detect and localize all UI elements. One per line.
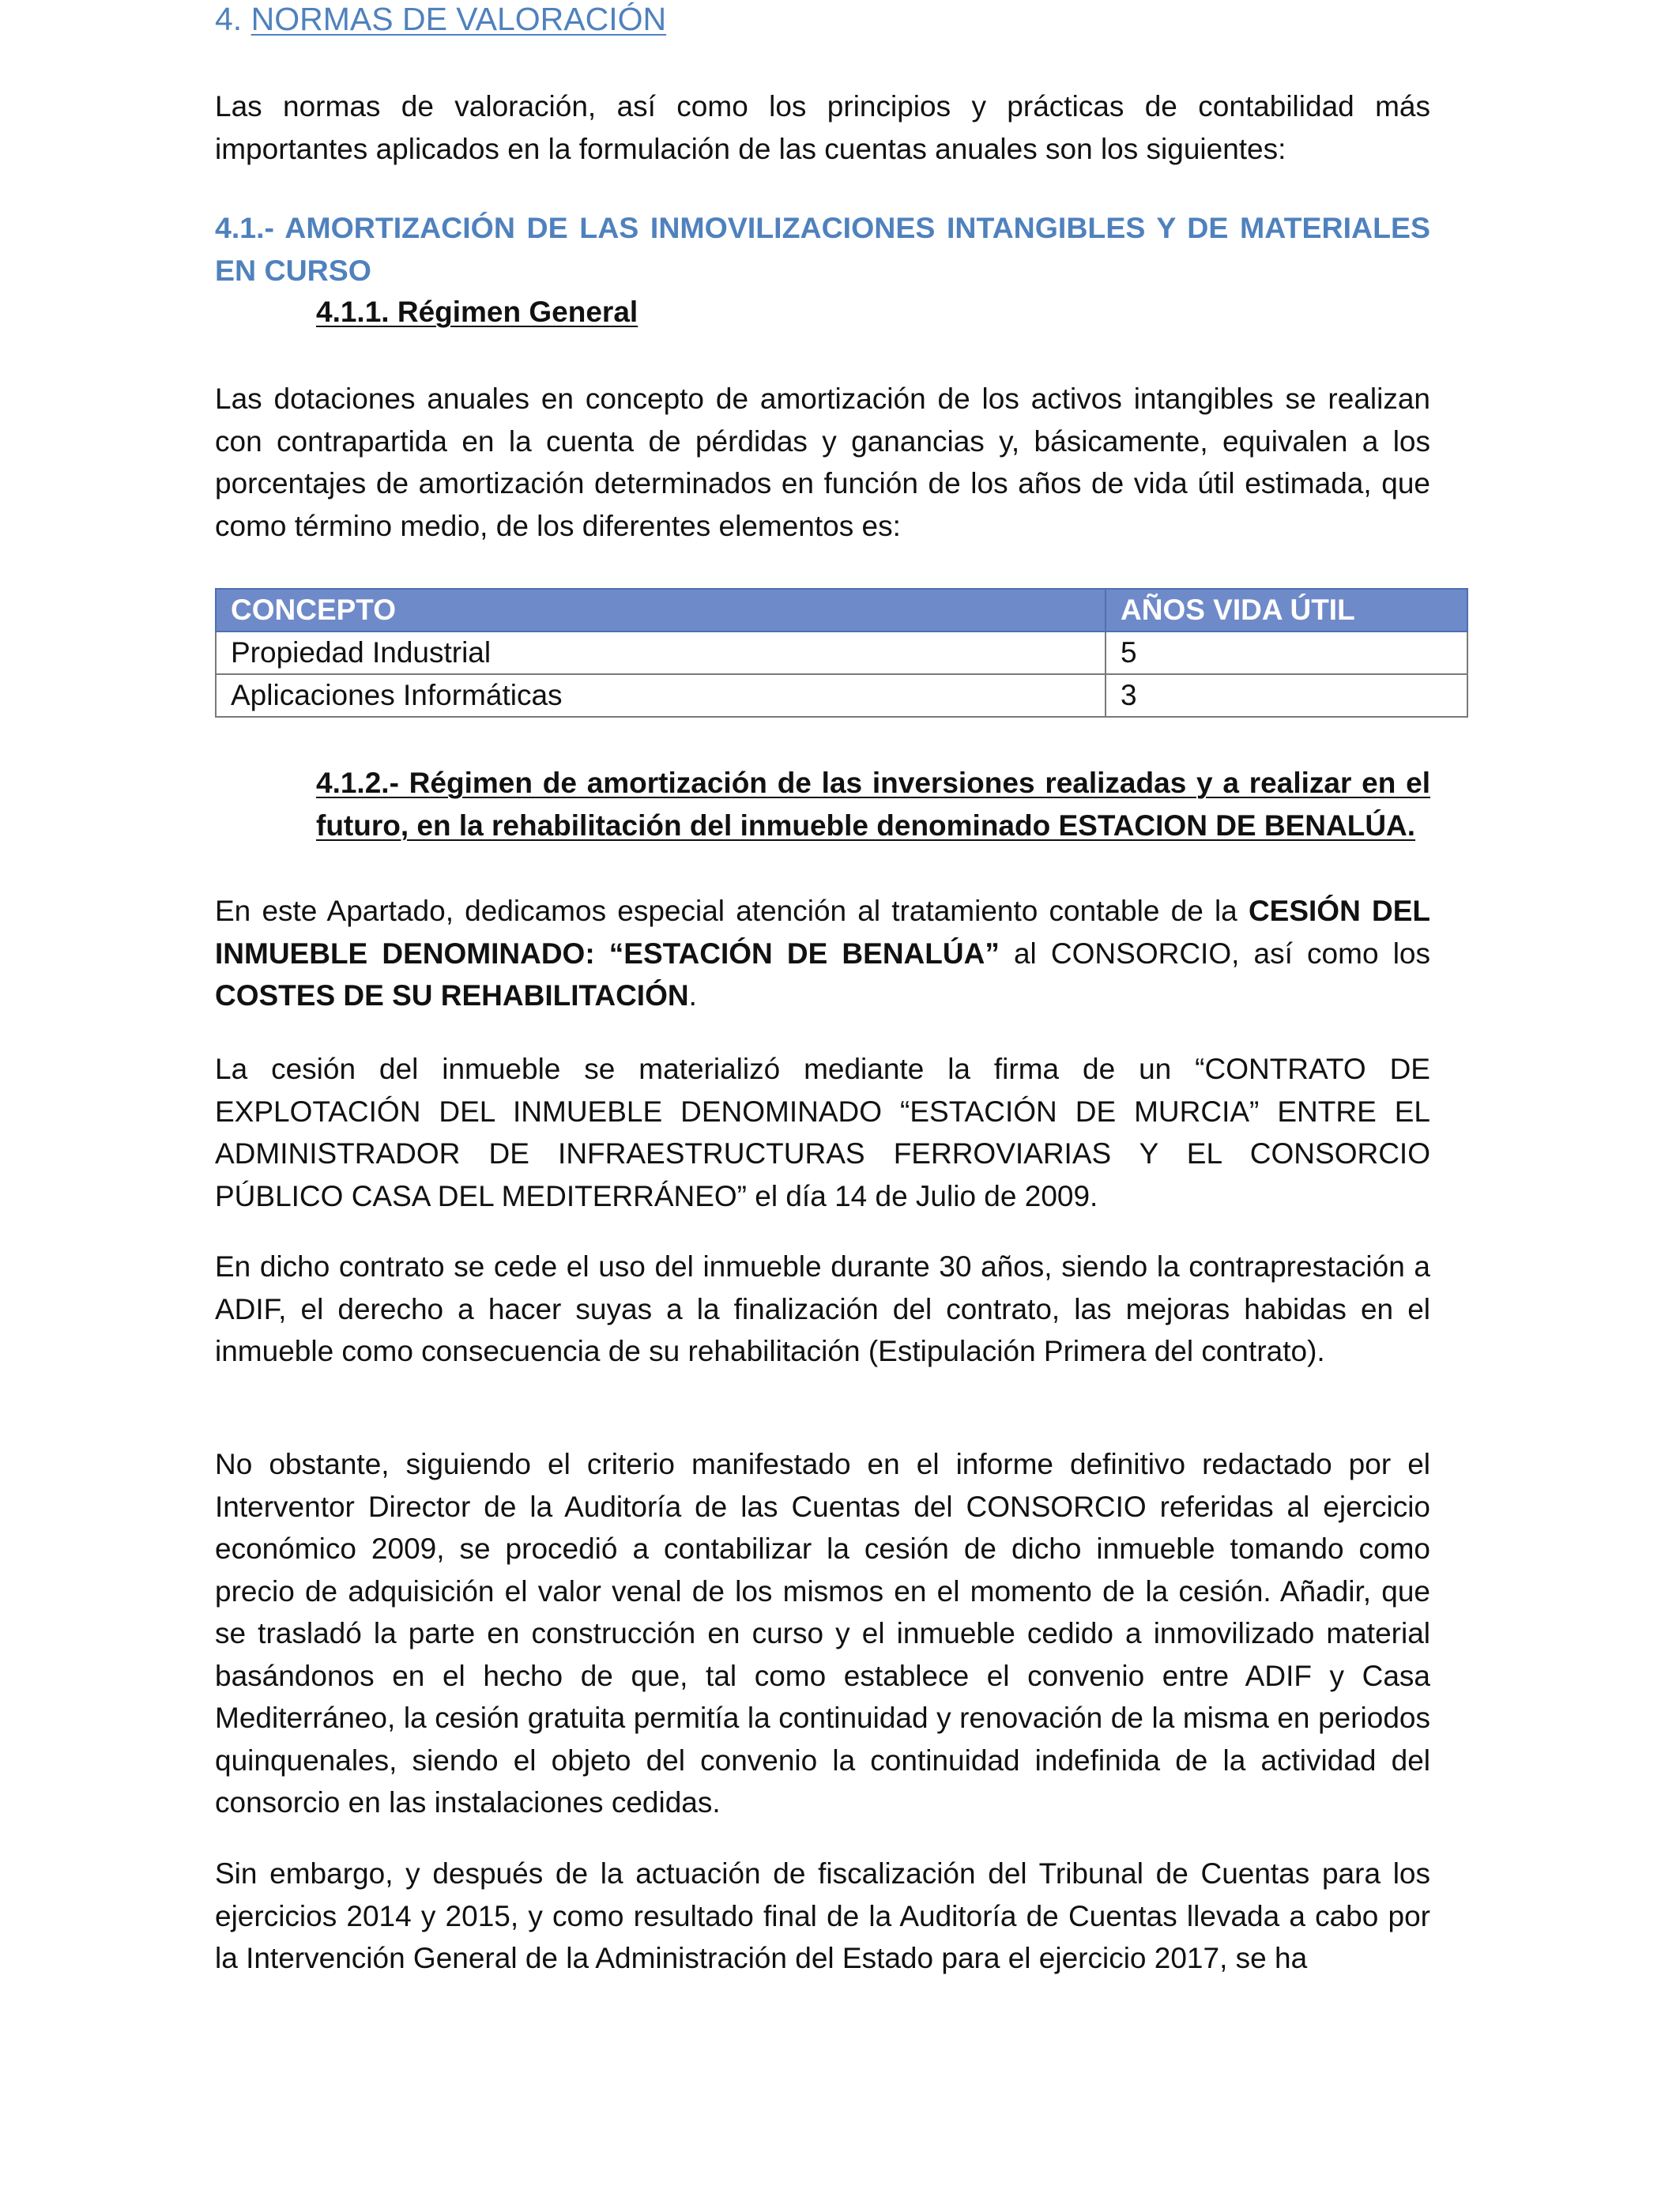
table-cell: Propiedad Industrial	[216, 631, 1106, 674]
regimen-amortizacion-heading: 4.1.2.- Régimen de amortización de las inversiones realizadas y a realizar en el futuro, en la rehabilitación del inmueble denominado ESTACION DE BENALÚA.	[316, 767, 1430, 842]
section-title: NORMAS DE VALORACIÓN	[250, 1, 667, 37]
paragraph-uso: En dicho contrato se cede el uso del inmueble durante 30 años, siendo la contraprestación a ADIF, el derecho a hacer suyas a la finalización del contrato, las mejoras habidas en el inmueble como consecuencia de su rehabilitación (Estipulación Primera del contrato).	[215, 1250, 1430, 1367]
table-row	[216, 631, 1467, 674]
bold-span: COSTES DE SU REHABILITACIÓN	[215, 979, 689, 1012]
intro-paragraph: Las normas de valoración, así como los principios y prácticas de contabilidad más importantes aplicados en la formulación de las cuentas anuales son los siguientes:	[215, 90, 1430, 165]
paragraph-no-obstante: No obstante, siguiendo el criterio manifestado en el informe definitivo redactado por el Interventor Director de la Auditoría de las Cuentas del CONSORCIO referidas al ejercicio económico 2009, se procedió a contabilizar la cesión de dicho inmueble tomando como precio de adquisición el valor venal de los mismos en el momento de la cesión. Añadir, que se trasladó la parte en construcción en curso y el inmueble cedido a inmovilizado material basándonos en el hecho de que, tal como establece el convenio entre ADIF y Casa Mediterráneo, la cesión gratuita permitía la continuidad y renovación de la misma en periodos quinquenales, siendo el objeto del convenio la continuidad indefinida de la actividad del consorcio en las instalaciones cedidas.	[215, 1448, 1430, 1819]
table-header-concepto: CONCEPTO	[216, 589, 1106, 631]
table-row	[216, 674, 1467, 717]
regimen-general-paragraph: Las dotaciones anuales en concepto de amortización de los activos intangibles se realizan con contrapartida en la cuenta de pérdidas y ganancias y, básicamente, equivalen a los porcentajes de amortización determinados en función de los años de vida útil estimada, que como término medio, de los diferentes elementos es:	[215, 383, 1430, 542]
regimen-general-heading: 4.1.1. Régimen General	[316, 296, 638, 328]
text-span: .	[688, 979, 697, 1012]
table-cell: Aplicaciones Informáticas	[216, 674, 1106, 717]
table-cell: 5	[1106, 631, 1467, 674]
table-cell: 3	[1106, 674, 1467, 717]
section-heading	[215, 0, 666, 38]
text-span: En este Apartado, dedicamos especial atención al tratamiento contable de la	[215, 895, 1249, 927]
table-header-anos: AÑOS VIDA ÚTIL	[1106, 589, 1467, 631]
paragraph-contrato: La cesión del inmueble se materializó mediante la firma de un “CONTRATO DE EXPLOTACIÓN DEL INMUEBLE DENOMINADO “ESTACIÓN DE MURCIA” ENTRE EL ADMINISTRADOR DE INFRAESTRUCTURAS FERROVIARIAS Y EL CONSORCIO PÚBLICO CASA DEL MEDITERRÁNEO” el día 14 de Julio de 2009.	[215, 1053, 1430, 1212]
table-header-row	[216, 589, 1467, 631]
subsection-heading: 4.1.- AMORTIZACIÓN DE LAS INMOVILIZACIONES INTANGIBLES Y DE MATERIALES EN CURSO	[215, 211, 1430, 287]
text-span: al CONSORCIO, así como los	[999, 937, 1430, 970]
bold-span: CESIÓN DEL INMUEBLE DENOMINADO: “ESTACIÓN DE BENALÚA”	[215, 895, 1430, 970]
paragraph-cesion	[215, 890, 1430, 1017]
paragraph-sin-embargo: Sin embargo, y después de la actuación de fiscalización del Tribunal de Cuentas para los ejercicios 2014 y 2015, y como resultado final de la Auditoría de Cuentas llevada a cabo por la Intervención General de la Administración del Estado para el ejercicio 2017, se ha	[215, 1857, 1430, 1974]
section-number: 4.	[215, 1, 243, 37]
useful-life-table	[215, 588, 1468, 718]
